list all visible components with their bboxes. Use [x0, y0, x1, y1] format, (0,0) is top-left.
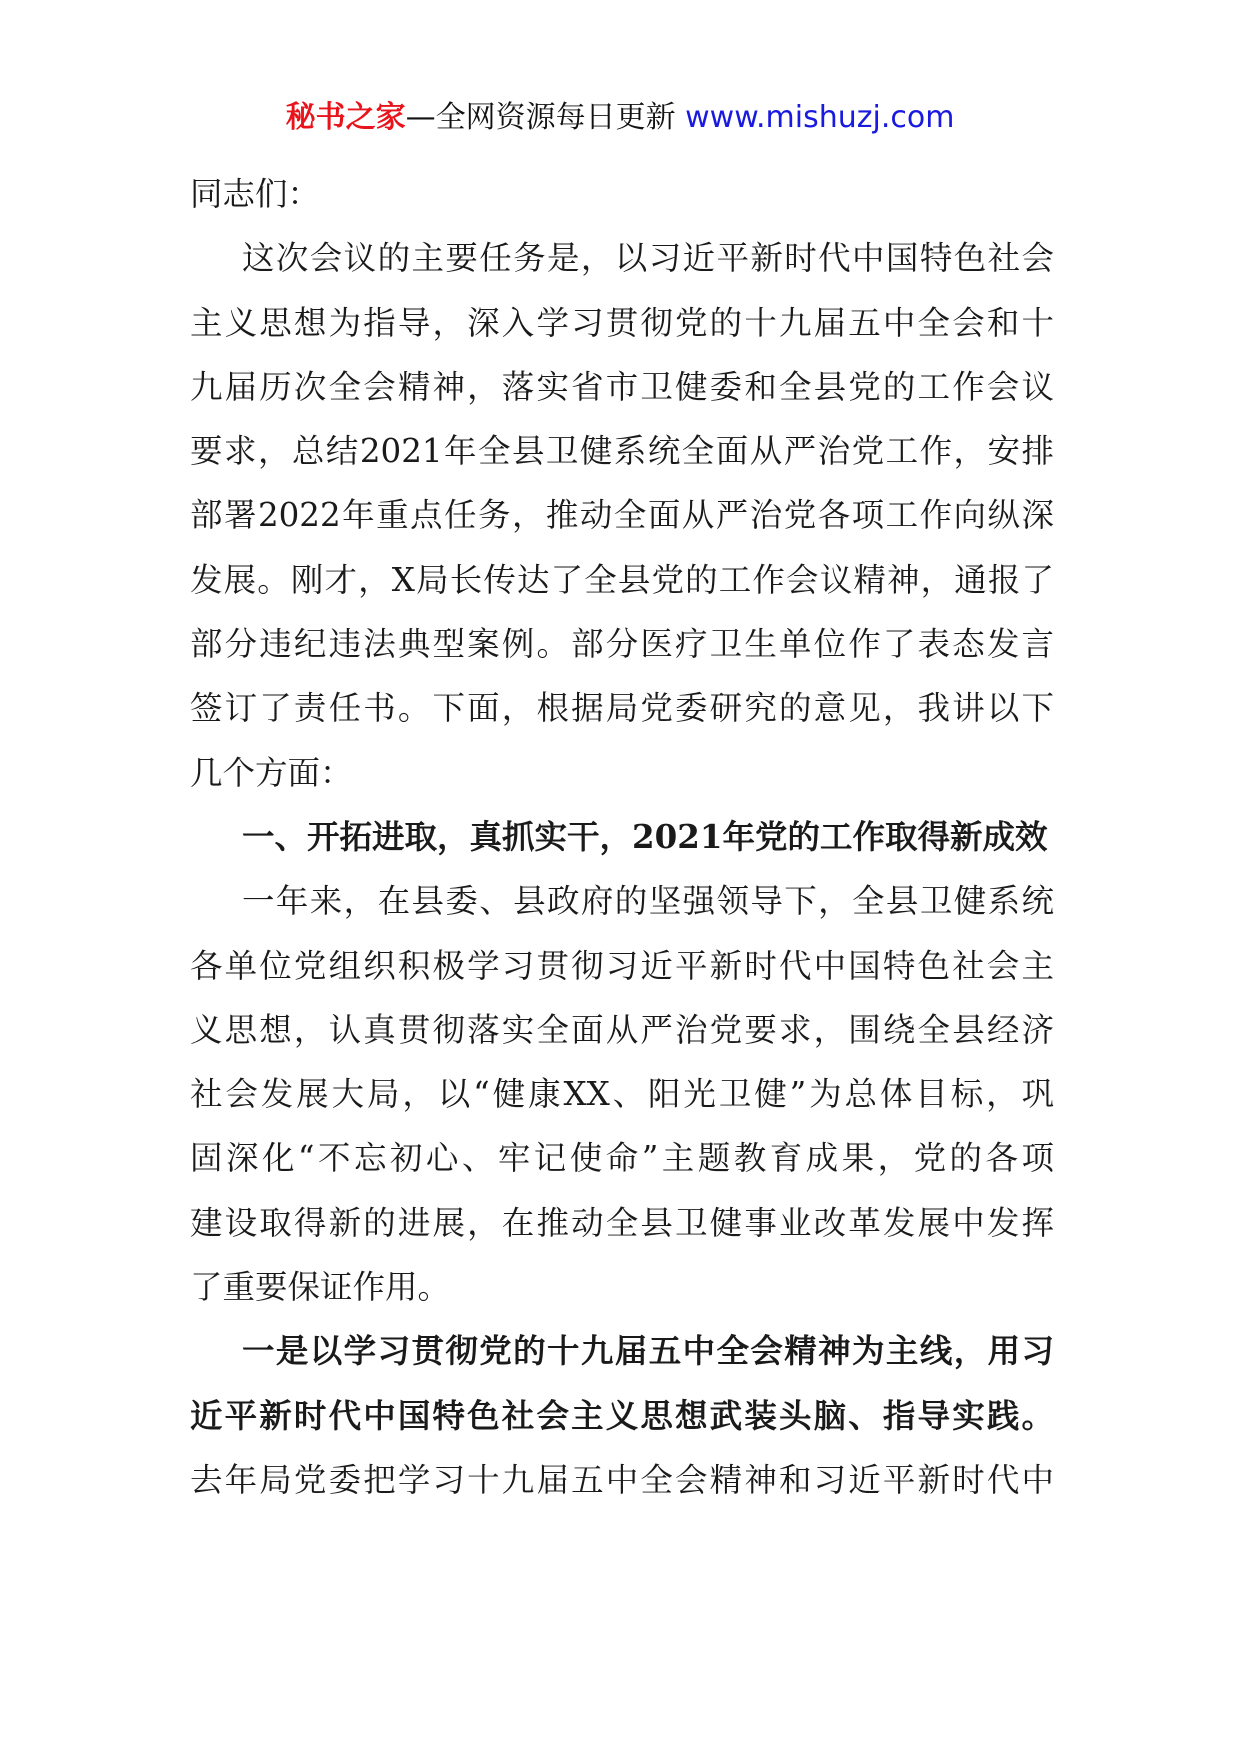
paragraph-line: 几个方面：	[190, 753, 353, 792]
document-body	[190, 162, 1054, 1512]
greeting: 同志们：	[190, 175, 321, 213]
paragraph-line: 部分违纪违法典型案例。部分医疗卫生单位作了表态发言	[190, 625, 1054, 664]
point-heading-line: 一是以学习贯彻党的十九届五中全会精神为主线，用习	[242, 1331, 1054, 1371]
brand-name: 秘书之家	[285, 100, 406, 135]
paragraph-line: 签订了责任书。下面，根据局党委研究的意见，我讲以下	[190, 689, 1054, 728]
paragraph-line: 部署2022年重点任务，推动全面从严治党各项工作向纵深	[190, 496, 1054, 535]
paragraph-line: 一年来，在县委、县政府的坚强领导下，全县卫健系统	[242, 882, 1054, 921]
point-heading-line: 近平新时代中国特色社会主义思想武装头脑、指导实践。	[190, 1395, 1054, 1435]
point1-paragraph	[190, 1319, 1054, 1512]
paragraph-line: 去年局党委把学习十九届五中全会精神和习近平新时代中	[190, 1460, 1054, 1499]
header-url-link[interactable]: www.mishuzj.com	[685, 100, 955, 135]
paragraph-line: 义思想，认真贯彻落实全面从严治党要求，围绕全县经济	[190, 1010, 1054, 1049]
paragraph-line: 发展。刚才，X局长传达了全县党的工作会议精神，通报了	[190, 560, 1054, 599]
header-tagline: —全网资源每日更新	[405, 100, 686, 135]
paragraph-line: 这次会议的主要任务是，以习近平新时代中国特色社会	[242, 239, 1054, 278]
paragraph-line: 建设取得新的进展，在推动全县卫健事业改革发展中发挥	[190, 1203, 1054, 1242]
paragraph-line: 了重要保证作用。	[190, 1268, 451, 1307]
paragraph-line: 社会发展大局，以“健康XX、阳光卫健”为总体目标，巩	[190, 1075, 1054, 1114]
paragraph-line: 要求，总结2021年全县卫健系统全面从严治党工作，安排	[190, 432, 1054, 471]
paragraph-line: 九届历次全会精神，落实省市卫健委和全县党的工作会议	[190, 367, 1054, 406]
section-heading: 一、开拓进取，真抓实干，2021年党的工作取得新成效	[242, 816, 1048, 856]
intro-paragraph	[190, 226, 1054, 805]
site-header-banner	[0, 98, 1240, 138]
paragraph-line: 各单位党组织积极学习贯彻习近平新时代中国特色社会主	[190, 946, 1054, 985]
paragraph-line: 固深化“不忘初心、牢记使命”主题教育成果，党的各项	[190, 1139, 1054, 1178]
paragraph-line: 主义思想为指导，深入学习贯彻党的十九届五中全会和十	[190, 303, 1054, 342]
section1-paragraph	[190, 869, 1054, 1319]
